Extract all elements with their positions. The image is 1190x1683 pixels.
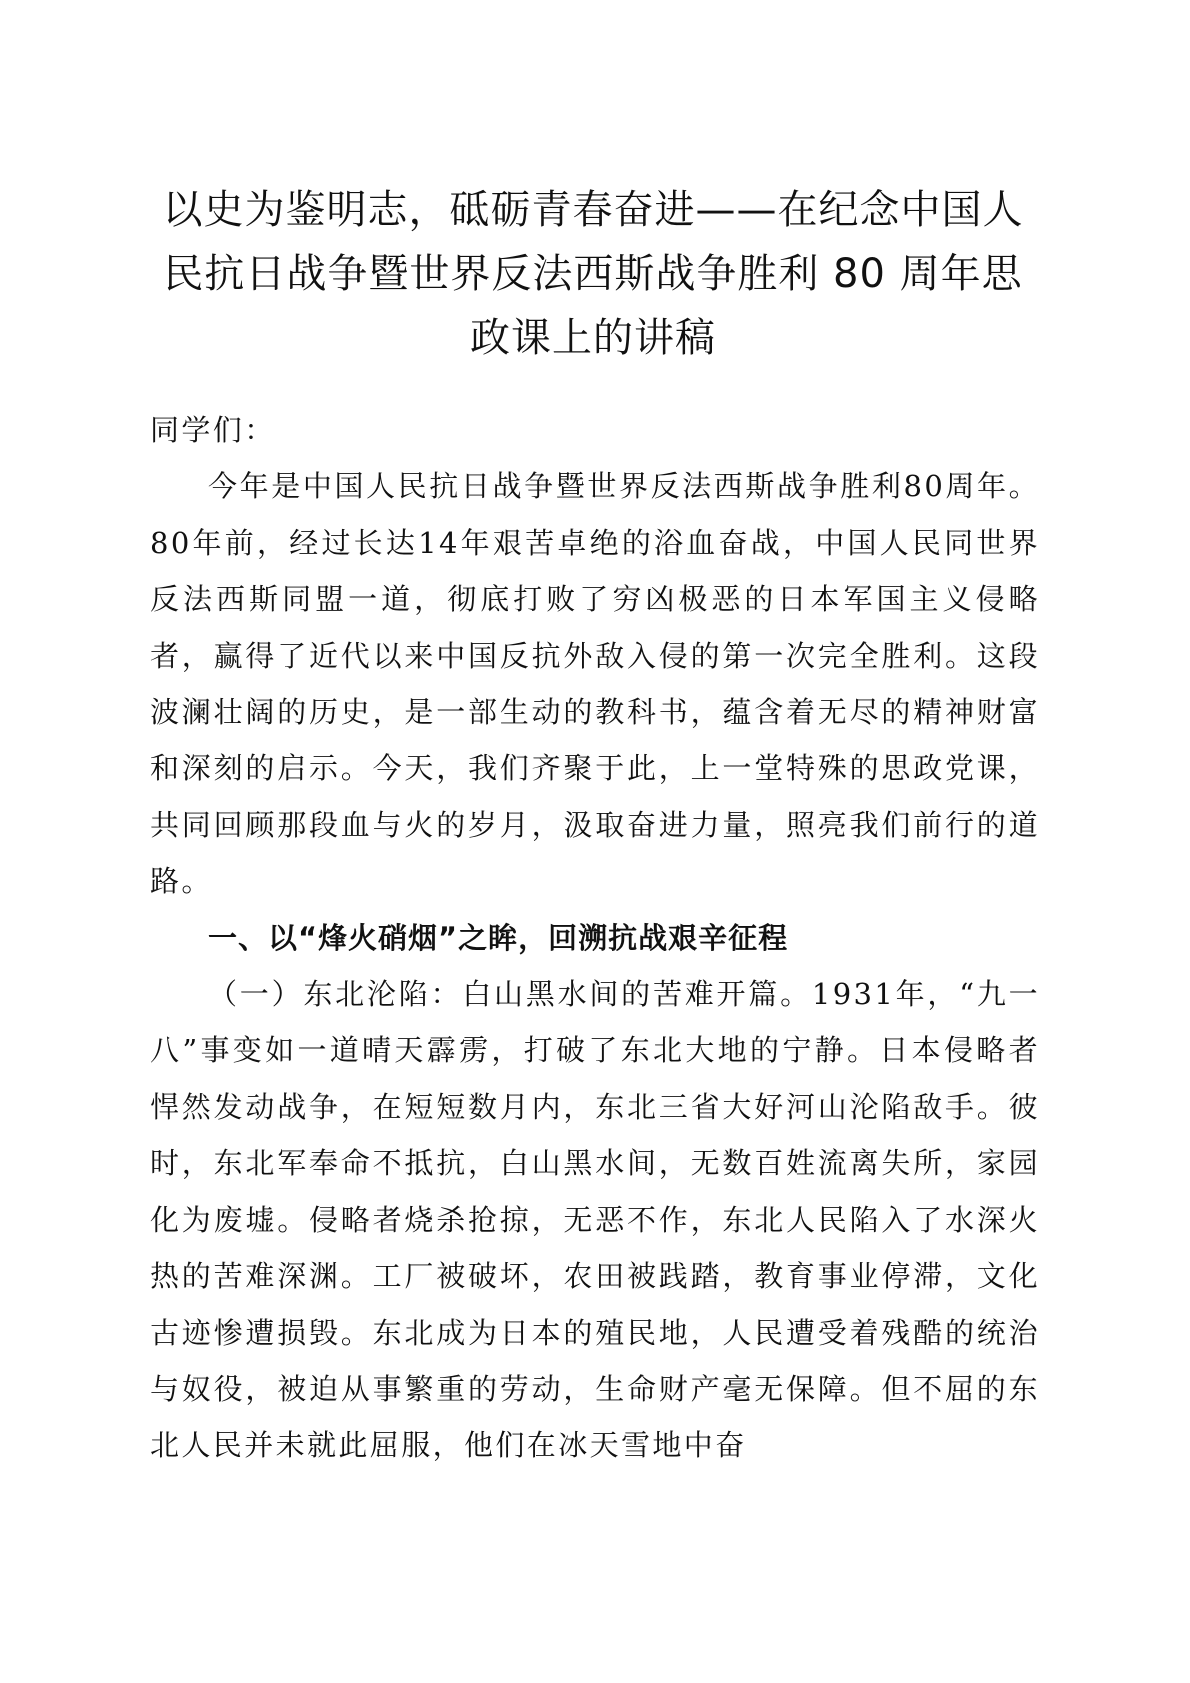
document-title: 以史为鉴明志，砥砺青春奋进——在纪念中国人民抗日战争暨世界反法西斯战争胜利 80 周年思政课上的讲稿 <box>162 187 1024 361</box>
subsection-paragraph <box>150 966 1040 1474</box>
section-heading: 一、以“烽火硝烟”之眸，回溯抗战艰辛征程 <box>208 920 789 955</box>
paragraph: 今年是中国人民抗日战争暨世界反法西斯战争胜利80周年。80年前，经过长达14年艰苦卓绝的浴血奋战，中国人民同世界反法西斯同盟一道，彻底打败了穷凶极恶的日本军国主义侵略者，赢得了近代以来中国反抗外敌入侵的第一次完全胜利。这段波澜壮阔的历史，是一部生动的教科书，蕴含着无尽的精神财富和深刻的启示。今天，我们齐聚于此，上一堂特殊的思政党课，共同回顾那段血与火的岁月，汲取奋进力量，照亮我们前行的道路。 <box>150 469 1040 899</box>
subsection-text: 1931年，“九一八”事变如一道晴天霹雳，打破了东北大地的宁静。日本侵略者悍然发动战争，在短短数月内，东北三省大好河山沦陷敌手。彼时，东北军奉命不抵抗，白山黑水间，无数百姓流离失所，家园化为废墟。侵略者烧杀抢掠，无恶不作，东北人民陷入了水深火热的苦难深渊。工厂被破坏，农田被践踏，教育事业停滞，文化古迹惨遭损毁。东北成为日本的殖民地，人民遭受着残酷的统治与奴役，被迫从事繁重的劳动，生命财产毫无保障。但不屈的东北人民并未就此屈服，他们在冰天雪地中奋 <box>150 977 1040 1463</box>
subsection-label: （一）东北沦陷：白山黑水间的苦难开篇。 <box>208 977 812 1012</box>
salutation: 同学们： <box>150 413 276 447</box>
document-body <box>150 402 1040 1474</box>
